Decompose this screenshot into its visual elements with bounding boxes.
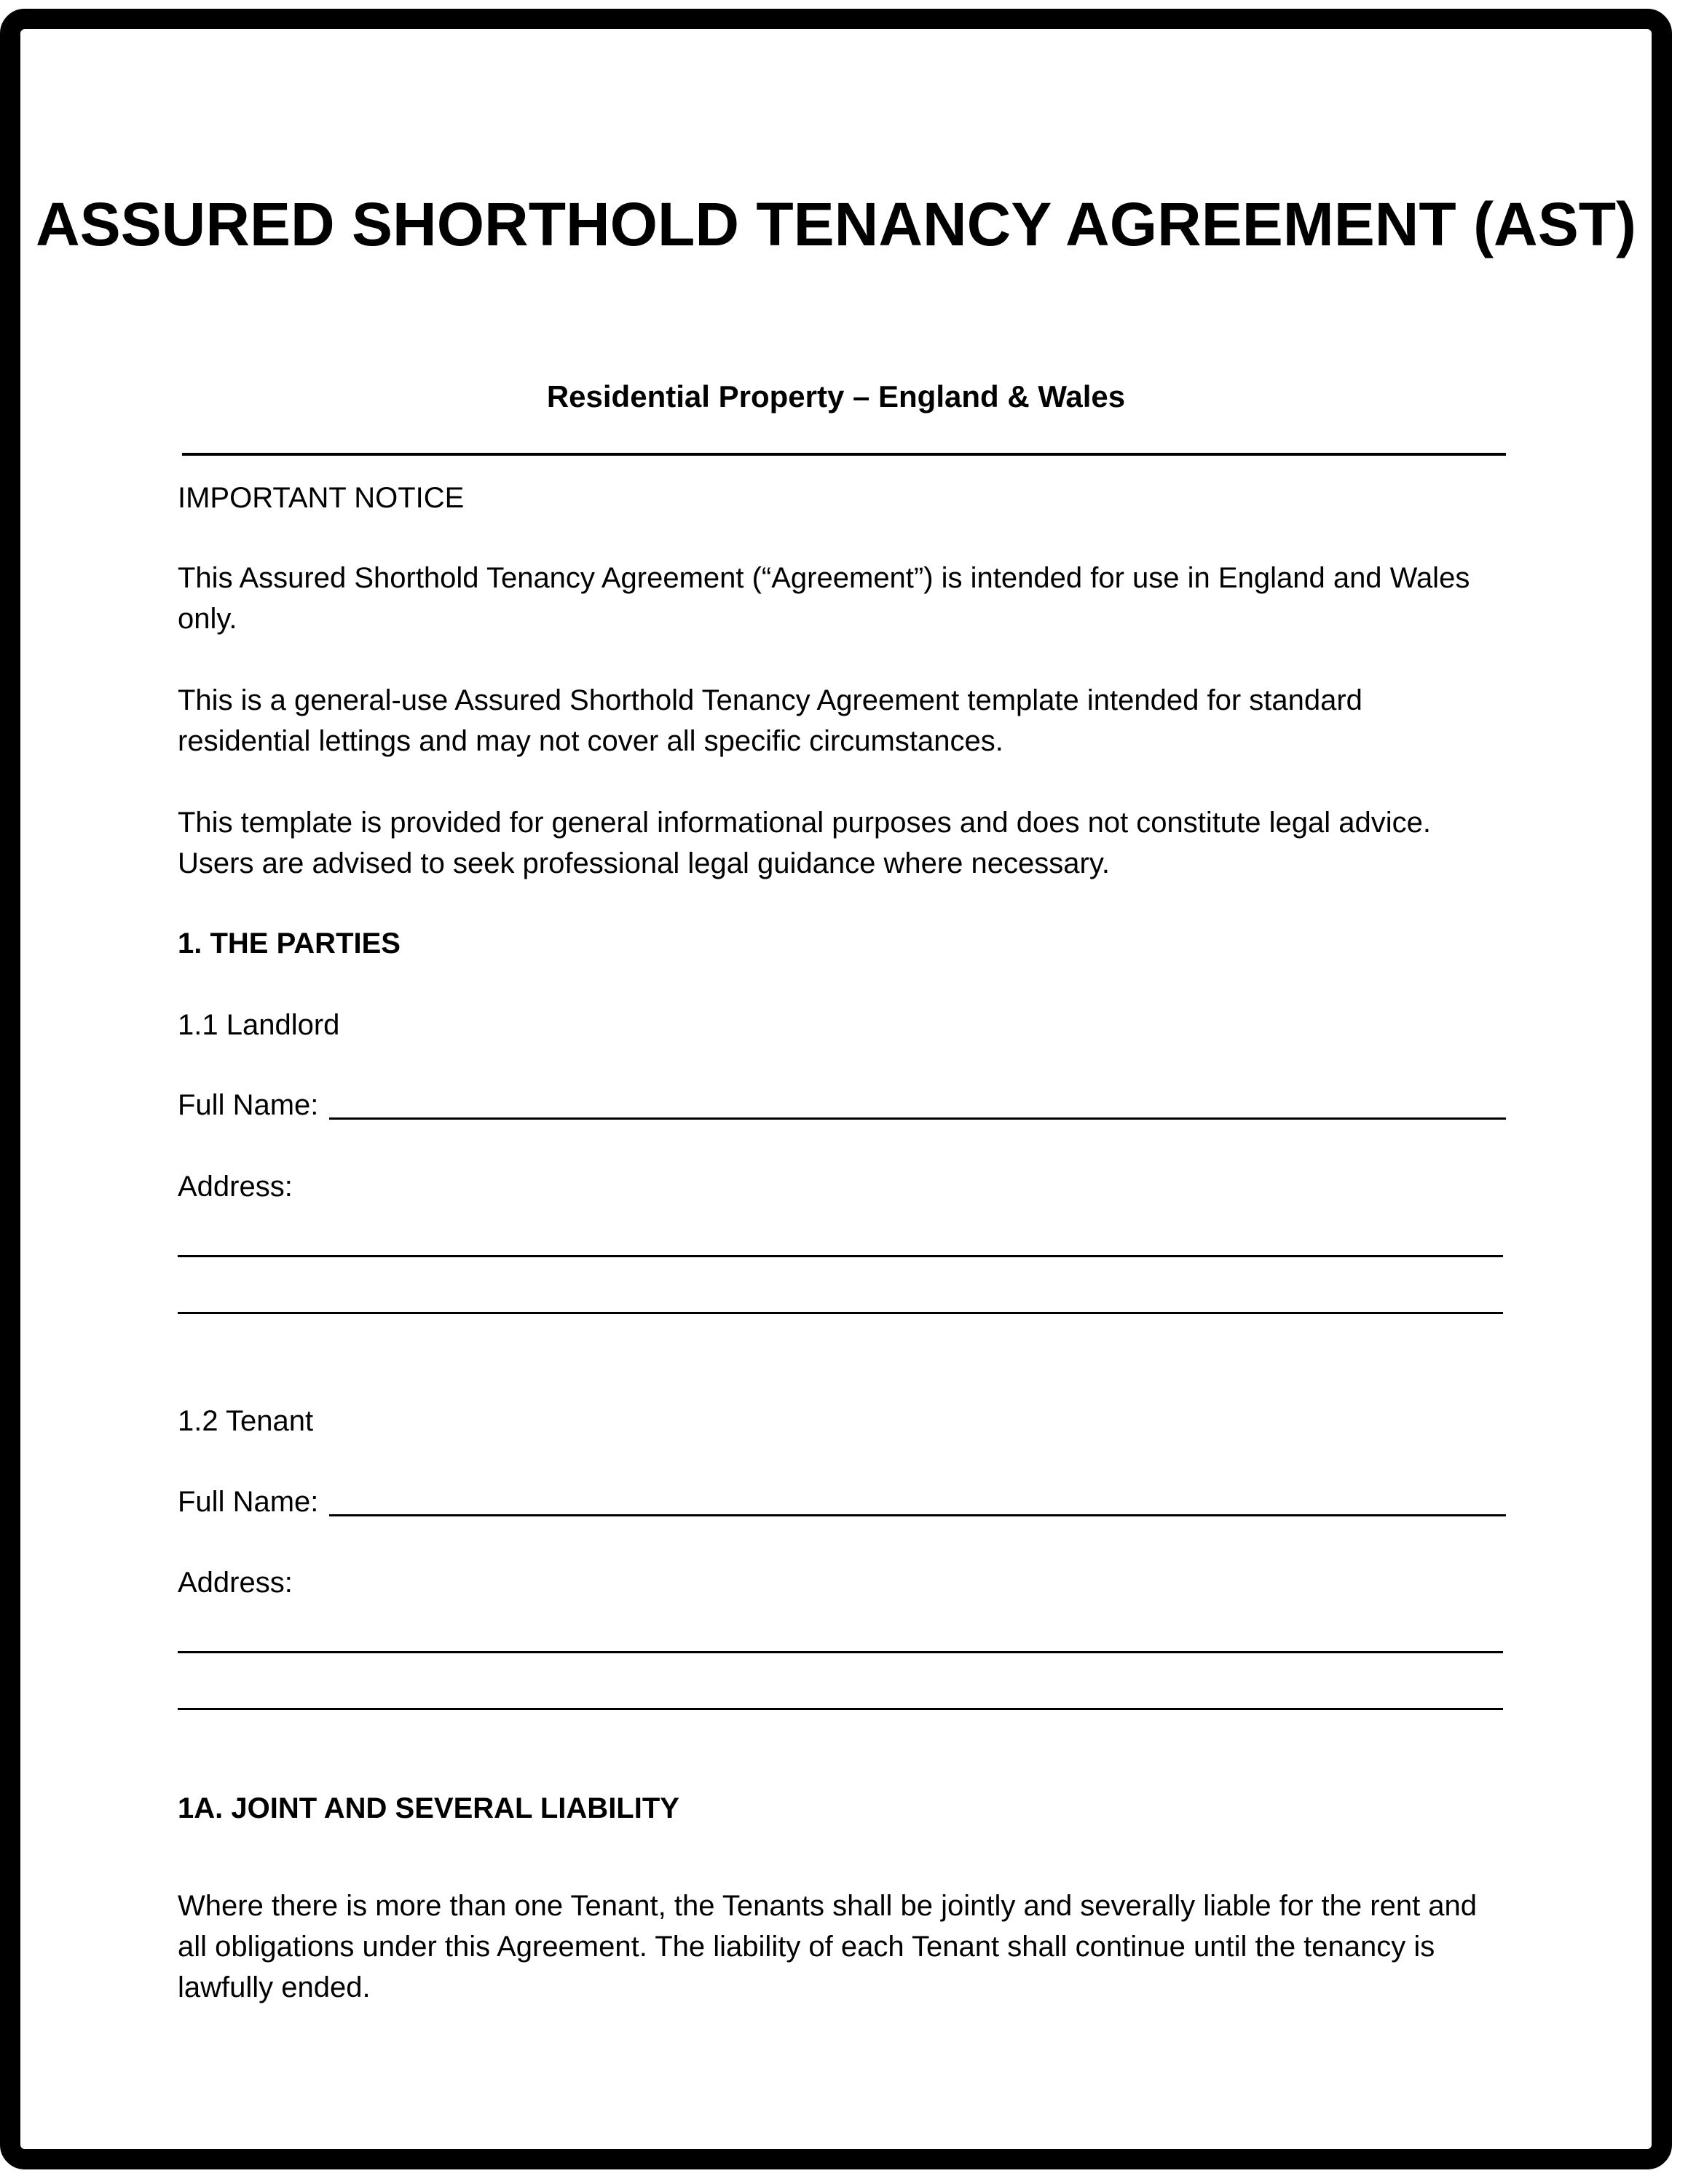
tenant-full-name-label: Full Name: — [178, 1486, 319, 1518]
landlord-address-line-2[interactable] — [178, 1312, 1503, 1314]
tenant-full-name-field[interactable] — [329, 1514, 1506, 1516]
tenant-address-line-2[interactable] — [178, 1708, 1503, 1710]
landlord-address-line-1[interactable] — [178, 1255, 1503, 1257]
tenant-address-label: Address: — [178, 1567, 293, 1599]
landlord-full-name-field[interactable] — [329, 1117, 1506, 1120]
document-title: ASSURED SHORTHOLD TENANCY AGREEMENT (AST) — [35, 190, 1637, 258]
notice-heading: IMPORTANT NOTICE — [178, 482, 465, 514]
landlord-full-name-label: Full Name: — [178, 1089, 319, 1121]
section-1-heading: 1. THE PARTIES — [178, 927, 401, 960]
document-subtitle: Residential Property – England & Wales — [546, 379, 1126, 414]
section-1a-body: Where there is more than one Tenant, the Tenants shall be jointly and severally liable for the rent and all obligations under this Agreement. The liability of each Tenant shall continue until the tenancy is lawfully ended. — [178, 1890, 1478, 2003]
notice-paragraph-2: This is a general-use Assured Shorthold Tenancy Agreement template intended for standard residential lettings and may not cover all specific circumstances. — [178, 684, 1362, 757]
notice-paragraph-1: This Assured Shorthold Tenancy Agreement (“Agreement”) is intended for use in England and Wales only. — [178, 562, 1470, 635]
notice-paragraph-3: This template is provided for general informational purposes and does not constitute legal advice. Users are advised to seek professional legal guidance where necessary. — [178, 807, 1431, 879]
title-divider — [182, 453, 1506, 456]
landlord-label: 1.1 Landlord — [178, 1009, 340, 1041]
tenant-address-line-1[interactable] — [178, 1651, 1503, 1653]
landlord-address-label: Address: — [178, 1171, 293, 1203]
tenant-label: 1.2 Tenant — [178, 1405, 314, 1437]
section-1a-heading: 1A. JOINT AND SEVERAL LIABILITY — [178, 1792, 679, 1824]
